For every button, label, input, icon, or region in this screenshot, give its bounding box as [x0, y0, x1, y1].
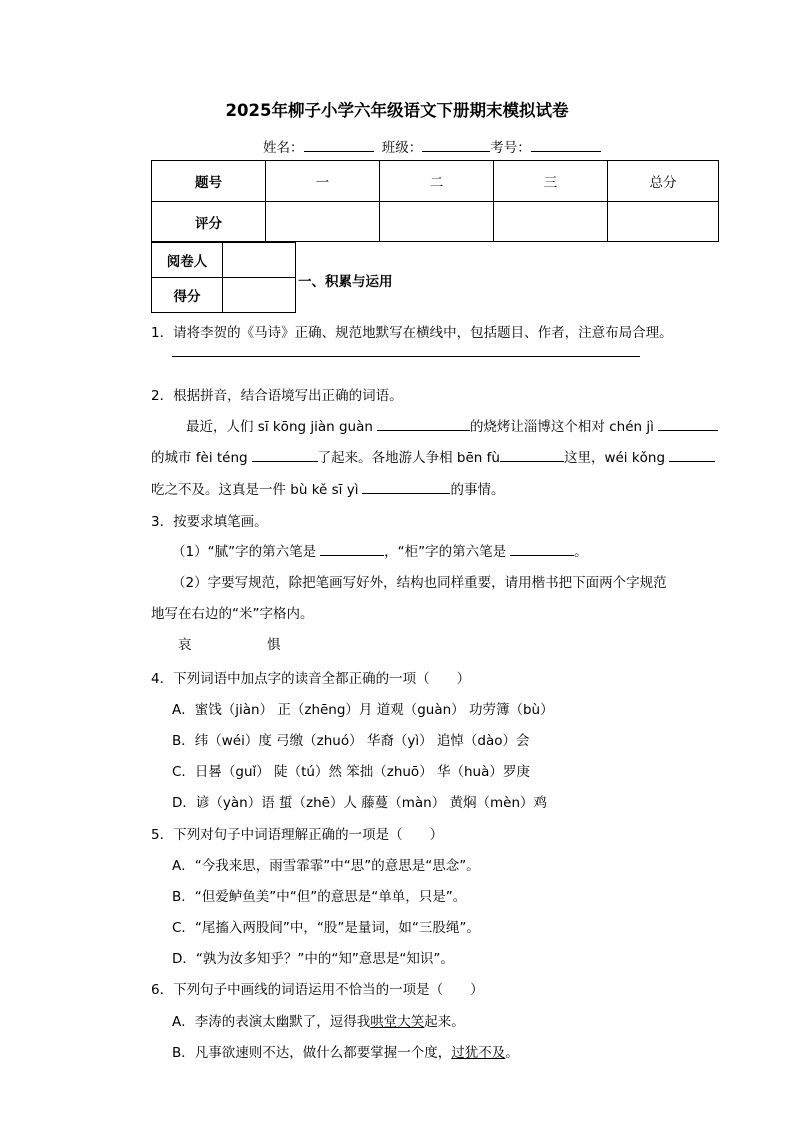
q6-option-a[interactable] [172, 1010, 465, 1030]
char-ju: 惧 [267, 637, 281, 653]
q5-option-c[interactable]: C．“尾搐入两股间”中，“股”是量词，如“三股绳”。 [172, 920, 480, 936]
exam-no-field[interactable] [531, 138, 601, 152]
q6-a-text: A．李涛的表演太幽默了，逗得我 [172, 1014, 371, 1030]
q4-option-c[interactable]: C．日晷（guǐ） 陡（tú）然 笨拙（zhuō） 华（huà）罗庚 [172, 764, 530, 780]
blank-weikong[interactable] [669, 448, 715, 462]
header-part-2: 二 [380, 161, 494, 202]
q3-text: （1）“腻”字的第六笔是 [172, 544, 317, 560]
class-field[interactable] [422, 138, 490, 152]
question-2-line-3 [151, 478, 504, 498]
q4-option-b[interactable]: B．纬（wéi）度 弓缴（zhuó） 华裔（yì） 追悼（dào）会 [172, 733, 530, 749]
score-table [151, 160, 719, 242]
q5-option-b[interactable]: B．“但爱鲈鱼美”中“但”的意思是“单单，只是”。 [172, 889, 467, 905]
q2-text: 了起来。各地游人争相 bēn fù [317, 450, 500, 466]
q5-option-a[interactable]: A．“今我来思，雨雪霏霏”中“思”的意思是“思念”。 [172, 858, 480, 874]
blank-feiteng[interactable] [252, 448, 318, 462]
question-3-part-2-line-2: 地写在右边的“米”字格内。 [151, 606, 314, 622]
name-label: 姓名： [263, 140, 304, 156]
score-cell-2[interactable] [380, 202, 494, 242]
section-title: 一、积累与运用 [298, 274, 393, 290]
q3-text: ，“柜”字的第六笔是 [384, 544, 507, 560]
blank-sikongjianguan[interactable] [377, 417, 470, 431]
blank-chenji[interactable] [658, 417, 718, 431]
grader-score-label: 得分 [152, 278, 223, 313]
q2-text: 的事情。 [450, 482, 505, 498]
header-part-1: 一 [266, 161, 380, 202]
score-cell-1[interactable] [266, 202, 380, 242]
q2-text: 的城市 fèi téng [151, 450, 248, 466]
q5-option-d[interactable]: D．“孰为汝多知乎？”中的“知”意思是“知识”。 [172, 951, 454, 967]
exam-no-label: 考号： [490, 140, 531, 156]
question-1: 1．请将李贺的《马诗》正确、规范地默写在横线中，包括题目、作者，注意布局合理。 [151, 325, 673, 341]
score-cell-3[interactable] [494, 202, 608, 242]
reviewer-cell[interactable] [223, 243, 296, 278]
question-4-stem: 4．下列词语中加点字的读音全都正确的一项（ ） [151, 671, 471, 687]
blank-benfu[interactable] [500, 448, 564, 462]
q3-text: 。 [574, 544, 588, 560]
grader-box [151, 242, 296, 313]
q2-text: 的烧烤让淄博这个相对 chén jì [469, 419, 654, 435]
question-2-line-1 [186, 415, 718, 435]
name-field[interactable] [304, 138, 374, 152]
q6-b-underlined: 过犹不及 [451, 1045, 506, 1061]
q6-b-text: B．凡事欲速则不达，做什么都要掌握一个度， [172, 1045, 452, 1061]
question-3-part-1 [172, 540, 588, 560]
header-part-3: 三 [494, 161, 608, 202]
row-label-score: 评分 [152, 202, 266, 242]
blank-gui-stroke[interactable] [510, 542, 574, 556]
header-question-no: 题号 [152, 161, 266, 202]
q6-a-underlined: 哄堂大笑 [370, 1014, 425, 1030]
question-3-stem: 3．按要求填笔画。 [151, 514, 268, 530]
class-label: 班级： [381, 140, 423, 156]
reviewer-label: 阅卷人 [152, 243, 223, 278]
q4-option-a[interactable]: A．蜜饯（jiàn） 正（zhēng）月 道观（guàn） 功劳簿（bù） [172, 702, 554, 718]
question-5-stem: 5．下列对句子中词语理解正确的一项是（ ） [151, 827, 444, 843]
q4-option-d[interactable]: D．谚（yàn）语 蜇（zhē）人 藤蔓（màn） 黄焖（mèn）鸡 [172, 795, 548, 811]
question-2-stem: 2．根据拼音，结合语境写出正确的词语。 [151, 388, 403, 404]
score-cell-total[interactable] [608, 202, 719, 242]
header-total: 总分 [608, 161, 719, 202]
question-6-stem: 6．下列句子中画线的词语运用不恰当的一项是（ ） [151, 982, 484, 998]
q2-text: 这里，wéi kǒng [563, 450, 666, 466]
exam-title: 2025年柳子小学六年级语文下册期末模拟试卷 [225, 101, 569, 120]
answer-line-q1[interactable] [172, 356, 640, 357]
grader-score-cell[interactable] [223, 278, 296, 313]
student-info [263, 136, 601, 156]
q6-a-text: 起来。 [424, 1014, 465, 1030]
char-ai: 哀 [178, 637, 192, 653]
q6-b-text: 。 [505, 1045, 519, 1061]
q2-text: 吃之不及。这真是一件 bù kě sī yì [151, 482, 359, 498]
question-3-part-2-line-1: （2）字要写规范，除把笔画写好外，结构也同样重要，请用楷书把下面两个字规范 [172, 575, 667, 591]
q2-text: 最近，人们 sī kōng jiàn guàn [186, 419, 373, 435]
q6-option-b[interactable] [172, 1041, 519, 1061]
blank-ni-stroke[interactable] [320, 542, 384, 556]
question-2-line-2 [151, 446, 715, 466]
blank-bukesiyi[interactable] [362, 480, 450, 494]
